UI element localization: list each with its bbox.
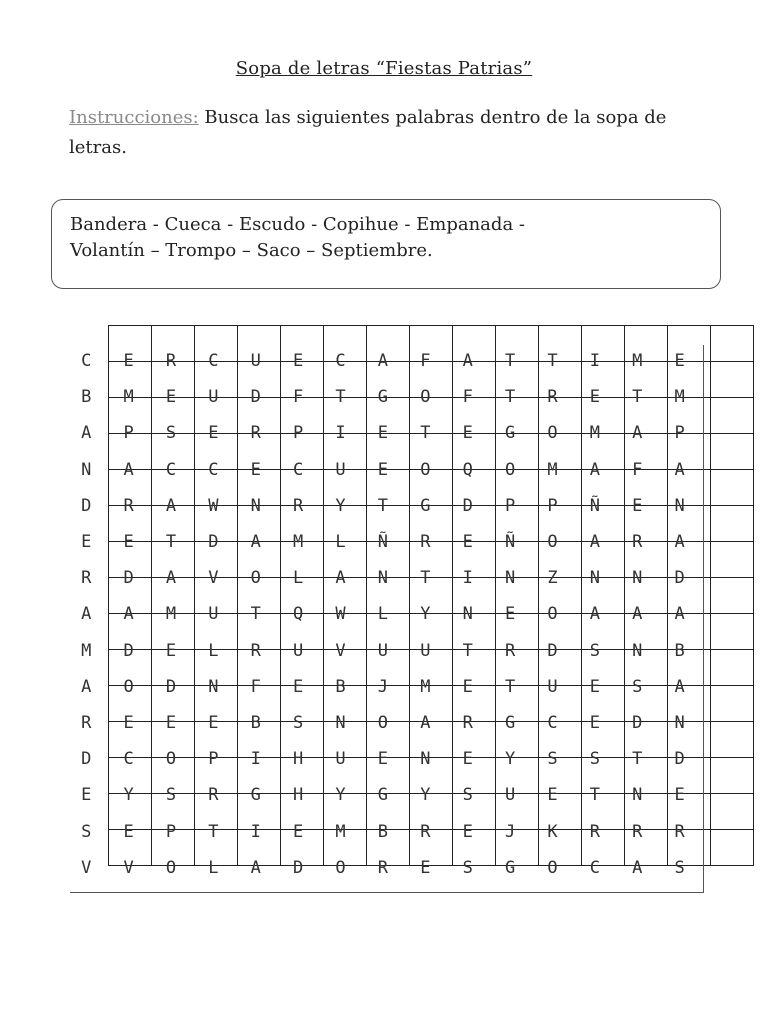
letter-cell[interactable]: A: [632, 423, 643, 444]
letter-cell[interactable]: I: [250, 821, 261, 842]
letter-cell[interactable]: Ñ: [377, 532, 389, 553]
letter-cell[interactable]: U: [547, 676, 558, 697]
grid-cell: [711, 470, 754, 506]
letter-cell[interactable]: C: [208, 351, 219, 372]
letter-cell[interactable]: E: [632, 495, 643, 516]
letter-cell[interactable]: A: [674, 676, 685, 697]
letter-cell[interactable]: R: [293, 495, 304, 516]
letter-cell[interactable]: O: [420, 387, 431, 408]
letter-cell[interactable]: U: [335, 459, 346, 480]
letter-cell[interactable]: S: [632, 676, 643, 697]
letter-cell[interactable]: N: [504, 568, 516, 589]
letter-cell[interactable]: R: [250, 423, 261, 444]
letter-row: [65, 379, 701, 415]
letter-cell[interactable]: L: [377, 604, 389, 625]
letter-cell[interactable]: B: [335, 676, 346, 697]
letter-cell[interactable]: E: [504, 604, 516, 625]
letter-cell[interactable]: T: [462, 640, 473, 661]
letter-cell[interactable]: W: [208, 495, 219, 516]
letter-cell[interactable]: C: [81, 351, 92, 372]
letter-cell[interactable]: E: [208, 423, 219, 444]
letter-cell[interactable]: E: [123, 351, 134, 372]
letter-row: [65, 705, 701, 741]
letter-cell[interactable]: O: [165, 749, 177, 770]
letter-cell[interactable]: A: [462, 351, 473, 372]
grid-cell: [711, 686, 754, 722]
letter-cell[interactable]: L: [335, 532, 346, 553]
letter-cell[interactable]: D: [632, 712, 643, 733]
grid-cell: [711, 650, 754, 686]
letter-cell[interactable]: H: [293, 749, 304, 770]
letter-cell[interactable]: S: [293, 712, 304, 733]
letter-cell[interactable]: D: [462, 495, 473, 516]
letter-row: [65, 850, 701, 886]
letter-cell[interactable]: P: [674, 423, 685, 444]
letter-row: [65, 596, 701, 632]
letter-cell[interactable]: O: [123, 676, 134, 697]
letter-cell[interactable]: C: [123, 749, 134, 770]
letter-cell[interactable]: M: [632, 351, 643, 372]
letter-cell[interactable]: T: [165, 532, 177, 553]
letter-cell[interactable]: R: [123, 495, 134, 516]
letter-cell[interactable]: N: [81, 459, 92, 480]
letter-cell[interactable]: A: [335, 568, 346, 589]
letter-cell[interactable]: E: [377, 459, 389, 480]
letter-cell[interactable]: E: [462, 749, 473, 770]
letter-cell[interactable]: E: [674, 785, 685, 806]
letter-cell[interactable]: S: [462, 857, 473, 878]
letter-cell[interactable]: O: [250, 568, 261, 589]
letter-cell[interactable]: D: [208, 532, 219, 553]
letter-cell[interactable]: T: [250, 604, 261, 625]
letter-cell[interactable]: A: [632, 857, 643, 878]
letter-cell[interactable]: O: [420, 459, 431, 480]
letter-cell[interactable]: Y: [335, 785, 346, 806]
letter-cell[interactable]: E: [547, 785, 558, 806]
letter-cell[interactable]: T: [632, 387, 643, 408]
letter-cell[interactable]: S: [589, 749, 600, 770]
letter-cell[interactable]: E: [165, 640, 177, 661]
letter-cell[interactable]: A: [589, 604, 600, 625]
letter-cell[interactable]: A: [420, 712, 431, 733]
letter-cell[interactable]: Y: [420, 604, 431, 625]
letter-cell[interactable]: E: [165, 387, 177, 408]
letter-cell[interactable]: E: [293, 676, 304, 697]
letter-cell[interactable]: F: [293, 387, 304, 408]
letter-cell[interactable]: E: [165, 712, 177, 733]
letter-cell[interactable]: O: [547, 532, 558, 553]
letter-cell[interactable]: V: [123, 857, 134, 878]
word-list-line-1: Bandera - Cueca - Escudo - Copihue - Empanada -: [70, 214, 525, 235]
letter-cell[interactable]: A: [81, 423, 92, 444]
word-list-line-2: Volantín – Trompo – Saco – Septiembre.: [70, 240, 433, 261]
letter-cell[interactable]: G: [420, 495, 431, 516]
letter-cell[interactable]: A: [674, 604, 685, 625]
letter-cell[interactable]: Y: [504, 749, 516, 770]
letter-cell[interactable]: R: [632, 821, 643, 842]
page-title: Sopa de letras “Fiestas Patrias”: [235, 58, 533, 79]
letter-cell[interactable]: I: [250, 749, 261, 770]
letter-cell[interactable]: U: [335, 749, 346, 770]
letter-cell[interactable]: U: [504, 785, 516, 806]
letter-cell[interactable]: M: [81, 640, 92, 661]
word-list: [70, 212, 710, 264]
letter-cell[interactable]: A: [589, 532, 600, 553]
letter-cell[interactable]: M: [123, 387, 134, 408]
grid-cell: [711, 614, 754, 650]
grid-cell: [711, 362, 754, 398]
letter-cell[interactable]: M: [293, 532, 304, 553]
letter-cell[interactable]: O: [547, 604, 558, 625]
letter-cell[interactable]: R: [81, 568, 92, 589]
letter-cell[interactable]: N: [632, 640, 643, 661]
letter-cell[interactable]: A: [165, 568, 177, 589]
letter-cell[interactable]: P: [504, 495, 516, 516]
letter-cell[interactable]: P: [547, 495, 558, 516]
letter-cell[interactable]: T: [589, 785, 600, 806]
letter-cell[interactable]: B: [674, 640, 685, 661]
grid-cell: [711, 578, 754, 614]
letter-cell[interactable]: O: [504, 459, 516, 480]
letter-cell[interactable]: A: [377, 351, 389, 372]
letter-cell[interactable]: E: [589, 712, 600, 733]
instructions: [69, 103, 709, 163]
letter-cell[interactable]: O: [335, 857, 346, 878]
letter-cell[interactable]: N: [674, 495, 685, 516]
letter-cell[interactable]: D: [547, 640, 558, 661]
letter-cell[interactable]: S: [462, 785, 473, 806]
letter-cell[interactable]: A: [589, 459, 600, 480]
letter-cell[interactable]: E: [208, 712, 219, 733]
instructions-label: Instrucciones:: [69, 107, 199, 128]
letter-cell[interactable]: R: [462, 712, 473, 733]
letter-cell[interactable]: F: [632, 459, 643, 480]
letter-cell[interactable]: U: [208, 387, 219, 408]
letter-cell[interactable]: R: [420, 532, 431, 553]
letter-cell[interactable]: T: [377, 495, 389, 516]
letter-cell[interactable]: P: [165, 821, 177, 842]
letter-cell[interactable]: E: [589, 676, 600, 697]
letter-row: [65, 669, 701, 705]
letter-cell[interactable]: E: [123, 532, 134, 553]
letter-cell[interactable]: B: [377, 821, 389, 842]
grid-cell: [711, 506, 754, 542]
letter-cell[interactable]: B: [250, 712, 261, 733]
letter-cell[interactable]: N: [377, 568, 389, 589]
letter-cell[interactable]: D: [674, 568, 685, 589]
letter-cell[interactable]: D: [81, 749, 92, 770]
letter-cell[interactable]: I: [335, 423, 346, 444]
letter-cell[interactable]: U: [420, 640, 431, 661]
letter-cell[interactable]: D: [165, 676, 177, 697]
letter-cell[interactable]: Q: [293, 604, 304, 625]
letter-cell[interactable]: M: [165, 604, 177, 625]
letter-cell[interactable]: T: [547, 351, 558, 372]
letter-cell[interactable]: T: [504, 676, 516, 697]
letter-cell[interactable]: O: [547, 423, 558, 444]
letter-cell[interactable]: V: [81, 857, 92, 878]
letter-cell[interactable]: R: [208, 785, 219, 806]
letter-cell[interactable]: N: [250, 495, 261, 516]
letter-cell[interactable]: R: [420, 821, 431, 842]
letter-cell[interactable]: H: [293, 785, 304, 806]
letter-cell[interactable]: T: [504, 351, 516, 372]
letter-cell[interactable]: U: [250, 351, 261, 372]
grid-cell: [711, 434, 754, 470]
letter-cell[interactable]: G: [250, 785, 261, 806]
letter-cell[interactable]: E: [123, 821, 134, 842]
word-list-box: [51, 199, 721, 289]
letter-cell[interactable]: R: [589, 821, 600, 842]
letter-cell[interactable]: A: [250, 857, 261, 878]
letter-cell[interactable]: A: [674, 459, 685, 480]
letter-cell[interactable]: N: [420, 749, 431, 770]
letter-cell[interactable]: A: [632, 604, 643, 625]
letter-cell[interactable]: R: [504, 640, 516, 661]
letter-cell[interactable]: E: [462, 423, 473, 444]
letter-cell[interactable]: S: [165, 423, 177, 444]
letter-cell[interactable]: C: [208, 459, 219, 480]
letter-cell[interactable]: B: [81, 387, 92, 408]
letter-cell[interactable]: T: [420, 423, 431, 444]
letter-cell[interactable]: R: [377, 857, 389, 878]
letter-cell[interactable]: E: [462, 676, 473, 697]
letter-cell[interactable]: G: [504, 423, 516, 444]
letter-cell[interactable]: F: [420, 351, 431, 372]
letter-cell[interactable]: D: [293, 857, 304, 878]
letter-cell[interactable]: G: [504, 857, 516, 878]
letter-cell[interactable]: E: [462, 821, 473, 842]
letter-cell[interactable]: L: [293, 568, 304, 589]
grid-cell: [711, 794, 754, 830]
letter-cell[interactable]: F: [462, 387, 473, 408]
instructions-text: Busca las siguientes palabras dentro de la sopa de letras.: [69, 107, 667, 158]
letter-cell[interactable]: E: [462, 532, 473, 553]
letter-cell[interactable]: N: [674, 712, 685, 733]
letter-cell[interactable]: M: [420, 676, 431, 697]
letter-row: [65, 633, 701, 669]
letter-cell[interactable]: R: [632, 532, 643, 553]
letter-cell[interactable]: M: [674, 387, 685, 408]
letter-cell[interactable]: N: [335, 712, 346, 733]
letter-cell[interactable]: O: [165, 857, 177, 878]
letter-cell[interactable]: R: [674, 821, 685, 842]
letter-cell[interactable]: Z: [547, 568, 558, 589]
letter-cell[interactable]: A: [165, 495, 177, 516]
letter-cell[interactable]: L: [208, 640, 219, 661]
letter-cell[interactable]: G: [377, 387, 389, 408]
letter-cell[interactable]: P: [293, 423, 304, 444]
letter-cell[interactable]: W: [335, 604, 346, 625]
letter-cell[interactable]: A: [81, 604, 92, 625]
letter-cell[interactable]: Q: [462, 459, 473, 480]
letter-cell[interactable]: S: [165, 785, 177, 806]
letter-cell[interactable]: C: [335, 351, 346, 372]
letter-cell[interactable]: P: [123, 423, 134, 444]
letter-cell[interactable]: G: [504, 712, 516, 733]
letter-cell[interactable]: Ñ: [504, 532, 516, 553]
letter-cell[interactable]: E: [420, 857, 431, 878]
letter-cell[interactable]: O: [547, 857, 558, 878]
letter-cell[interactable]: S: [674, 857, 685, 878]
letter-cell[interactable]: N: [632, 785, 643, 806]
letter-cell[interactable]: A: [123, 459, 134, 480]
letter-cell[interactable]: C: [165, 459, 177, 480]
letter-cell[interactable]: R: [250, 640, 261, 661]
letter-cell[interactable]: E: [250, 459, 261, 480]
letter-cell[interactable]: U: [293, 640, 304, 661]
letter-cell[interactable]: D: [250, 387, 261, 408]
letter-cell[interactable]: T: [632, 749, 643, 770]
grid-cell: [711, 326, 754, 362]
letter-cell[interactable]: R: [165, 351, 177, 372]
letter-cell[interactable]: M: [547, 459, 558, 480]
letter-cell[interactable]: J: [377, 676, 389, 697]
letter-cell[interactable]: C: [547, 712, 558, 733]
letter-cell[interactable]: T: [420, 568, 431, 589]
letter-cell[interactable]: D: [123, 568, 134, 589]
letter-row: [65, 560, 701, 596]
letter-row: [65, 777, 701, 813]
letter-cell[interactable]: D: [123, 640, 134, 661]
grid-cell: [711, 542, 754, 578]
letter-cell[interactable]: V: [208, 568, 219, 589]
letter-cell[interactable]: R: [547, 387, 558, 408]
letter-cell[interactable]: E: [81, 532, 92, 553]
grid-cell: [711, 722, 754, 758]
letter-cell[interactable]: C: [589, 857, 600, 878]
letter-row: [65, 524, 701, 560]
letter-cell[interactable]: E: [377, 423, 389, 444]
letter-cell[interactable]: E: [589, 387, 600, 408]
letter-cell[interactable]: E: [81, 785, 92, 806]
letter-cell[interactable]: S: [589, 640, 600, 661]
letter-cell[interactable]: G: [377, 785, 389, 806]
letter-cell[interactable]: T: [504, 387, 516, 408]
letter-grid: [65, 343, 701, 886]
letter-cell[interactable]: I: [462, 568, 473, 589]
letter-cell[interactable]: N: [208, 676, 219, 697]
letter-cell[interactable]: Ñ: [589, 495, 600, 516]
letter-row: [65, 488, 701, 524]
letter-cell[interactable]: K: [547, 821, 558, 842]
letter-cell[interactable]: S: [81, 821, 92, 842]
letter-cell[interactable]: E: [674, 351, 685, 372]
letter-cell[interactable]: U: [208, 604, 219, 625]
letter-cell[interactable]: U: [377, 640, 389, 661]
letter-cell[interactable]: A: [250, 532, 261, 553]
letter-cell[interactable]: N: [462, 604, 473, 625]
letter-row: [65, 415, 701, 451]
letter-cell[interactable]: N: [632, 568, 643, 589]
letter-row: [65, 343, 701, 379]
letter-cell[interactable]: D: [674, 749, 685, 770]
letter-cell[interactable]: C: [293, 459, 304, 480]
letter-cell[interactable]: Y: [420, 785, 431, 806]
letter-cell[interactable]: V: [335, 640, 346, 661]
letter-cell[interactable]: A: [81, 676, 92, 697]
grid-cell: [711, 830, 754, 866]
letter-cell[interactable]: I: [589, 351, 600, 372]
letter-cell[interactable]: P: [208, 749, 219, 770]
letter-cell[interactable]: J: [504, 821, 516, 842]
letter-cell[interactable]: Y: [335, 495, 346, 516]
letter-cell[interactable]: A: [123, 604, 134, 625]
grid-cell: [711, 398, 754, 434]
letter-row: [65, 741, 701, 777]
letter-cell[interactable]: E: [293, 351, 304, 372]
letter-cell[interactable]: Y: [123, 785, 134, 806]
letter-cell[interactable]: A: [674, 532, 685, 553]
grid-cell: [711, 758, 754, 794]
letter-cell[interactable]: E: [123, 712, 134, 733]
letter-row: [65, 813, 701, 849]
letter-cell[interactable]: N: [589, 568, 600, 589]
letter-cell[interactable]: S: [547, 749, 558, 770]
letter-row: [65, 452, 701, 488]
letter-cell[interactable]: L: [208, 857, 219, 878]
letter-cell[interactable]: O: [377, 712, 389, 733]
letter-cell[interactable]: E: [293, 821, 304, 842]
letter-cell[interactable]: T: [335, 387, 346, 408]
letter-cell[interactable]: T: [208, 821, 219, 842]
letter-cell[interactable]: F: [250, 676, 261, 697]
letter-cell[interactable]: M: [589, 423, 600, 444]
letter-cell[interactable]: M: [335, 821, 346, 842]
letter-cell[interactable]: R: [81, 712, 92, 733]
letter-cell[interactable]: E: [377, 749, 389, 770]
letter-cell[interactable]: D: [81, 495, 92, 516]
